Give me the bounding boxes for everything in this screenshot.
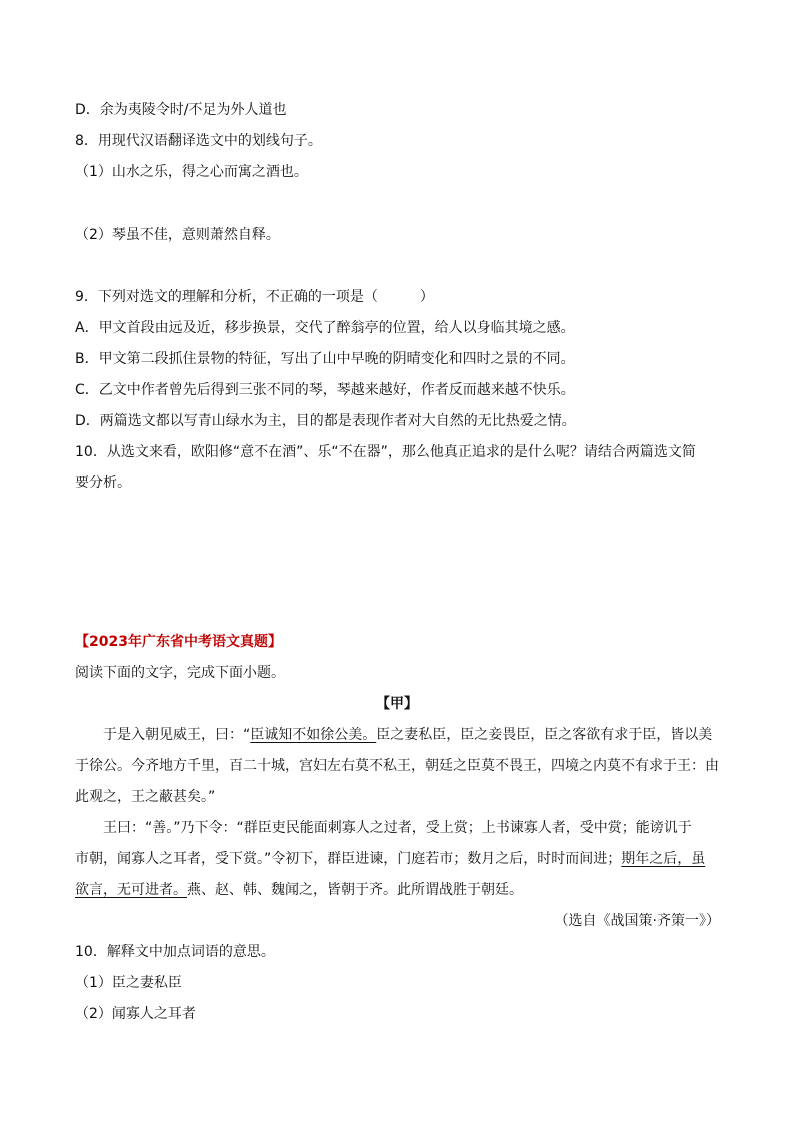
passage-source: （选自《战国策·齐策一》） bbox=[554, 913, 720, 929]
underlined-sentence: 臣诚知不如徐公美。 bbox=[250, 727, 377, 743]
reading-instruction: 阅读下面的文字，完成下面小题。 bbox=[75, 665, 285, 681]
underlined-sentence: 期年之后，虽 bbox=[621, 851, 706, 867]
question-10-stem-line-1: 10．从选文来看，欧阳修“意不在酒”、乐“不在器”，那么他真正追求的是什么呢？请结合两篇选文简 bbox=[75, 444, 696, 460]
passage-paragraph-1-line-3: 此观之，王之蔽甚矣。” bbox=[75, 789, 216, 805]
passage-paragraph-2-line-1: 王曰：“善。”乃下令：“群臣吏民能面刺寡人之过者，受上赏；上书谏寡人者，受中赏；能谤讥于 bbox=[103, 820, 692, 836]
question-10-explain-item-2: （2）闻寡人之耳者 bbox=[75, 1006, 196, 1022]
question-10-stem-line-2: 要分析。 bbox=[75, 475, 131, 491]
question-9-stem: 9．下列对选文的理解和分析，不正确的一项是（ ） bbox=[75, 289, 434, 305]
question-10-explain-stem: 10．解释文中加点词语的意思。 bbox=[75, 944, 275, 960]
underlined-sentence: 欲言，无可进者。 bbox=[75, 882, 187, 898]
question-9-option-a: A．甲文首段由远及近，移步换景，交代了醉翁亭的位置，给人以身临其境之感。 bbox=[75, 320, 575, 336]
question-9-option-c: C．乙文中作者曾先后得到三张不同的琴，琴越来越好，作者反而越来越不快乐。 bbox=[75, 382, 575, 398]
question-9-option-b: B．甲文第二段抓住景物的特征，写出了山中早晚的阴晴变化和四时之景的不同。 bbox=[75, 351, 575, 367]
passage-paragraph-2-line-3: 欲言，无可进者。燕、赵、韩、魏闻之，皆朝于齐。此所谓战胜于朝廷。 bbox=[75, 882, 523, 898]
passage-part-title: 【甲】 bbox=[376, 696, 418, 712]
question-8-item-2: （2）琴虽不佳，意则萧然自释。 bbox=[75, 227, 280, 243]
question-10-explain-item-1: （1）臣之妻私臣 bbox=[75, 975, 182, 991]
passage-paragraph-2-line-2: 市朝，闻寡人之耳者，受下赏。”令初下，群臣进谏，门庭若市；数月之后，时时而间进；期年之后，虽 bbox=[75, 851, 706, 867]
question-8-item-1: （1）山水之乐，得之心而寓之酒也。 bbox=[75, 164, 308, 180]
question-8-stem: 8．用现代汉语翻译选文中的划线句子。 bbox=[75, 133, 322, 149]
question-9-option-d: D．两篇选文都以写青山绿水为主，目的都是表现作者对大自然的无比热爱之情。 bbox=[75, 413, 576, 429]
passage-paragraph-1-line-2: 于徐公。今齐地方千里，百二十城，宫妇左右莫不私王，朝廷之臣莫不畏王，四境之内莫不有求于王：由 bbox=[75, 758, 719, 774]
passage-paragraph-1-line-1: 于是入朝见威王，曰：“臣诚知不如徐公美。臣之妻私臣，臣之妾畏臣，臣之客欲有求于臣，皆以美 bbox=[103, 727, 713, 743]
section-heading: 【2023年广东省中考语文真题】 bbox=[75, 634, 282, 650]
question-7-option-d: D．余为夷陵令时/不足为外人道也 bbox=[75, 102, 287, 118]
